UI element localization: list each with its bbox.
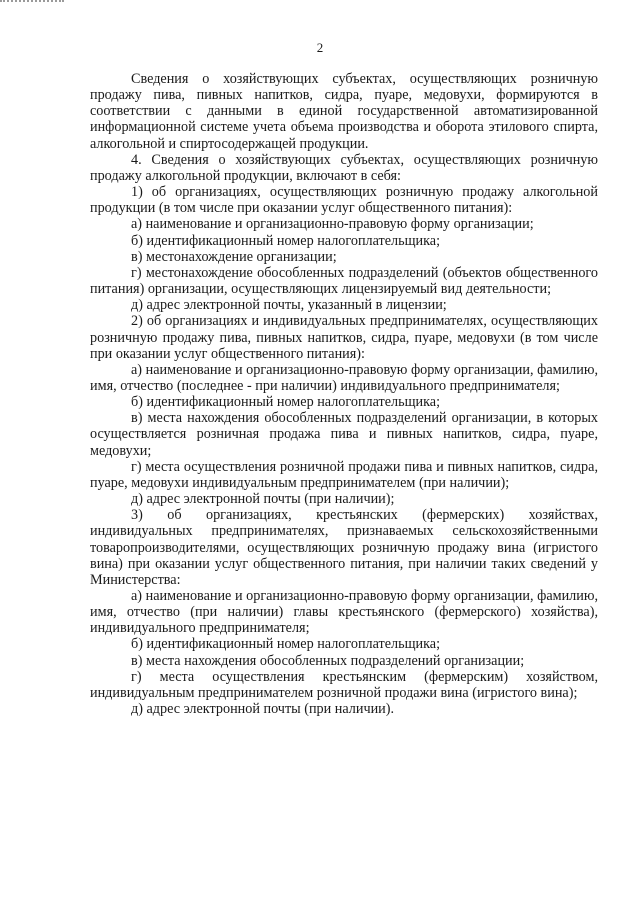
item-1v: в) местонахождение организации; [131, 248, 337, 265]
item-1b: б) идентификационный номер налогоплательщика; [131, 232, 441, 249]
item-3a: а) наименование и организационно-правовую форму организации, фамилию, имя, отчество (при наличии) главы крестьянского (фермерского) хозяйства), индивидуального предпринимателя; [90, 588, 598, 637]
item-3b: б) идентификационный номер налогоплательщика; [131, 636, 441, 653]
item-1d: д) адрес электронной почты, указанный в лицензии; [131, 297, 447, 314]
item-2v: в) места нахождения обособленных подразделений организации, в которых осуществляется розничная продажа пива и пивных напитков, сидра, пуаре, медовухи; [90, 410, 598, 459]
item-1a: а) наименование и организационно-правовую форму организации; [131, 216, 534, 233]
item-3g: г) места осуществления крестьянским (фермерским) хозяйством, индивидуальным предпринимателем розничной продажи вина (игристого вина); [90, 668, 598, 701]
item-2d: д) адрес электронной почты (при наличии); [131, 491, 395, 508]
document-body [90, 71, 598, 717]
paragraph-intro: Сведения о хозяйствующих субъектах, осуществляющих розничную продажу пива, пивных напитков, сидра, пуаре, медовухи, формируются в соответствии с данными в единой государственной автоматизированной информационной системе учета объема производства и оборота этилового спирта, алкогольной и спиртосодержащей продукции. [90, 71, 598, 152]
item-2g: г) места осуществления розничной продажи пива и пивных напитков, сидра, пуаре, медовухи индивидуальным предпринимателем (при наличии); [90, 458, 598, 491]
item-2b: б) идентификационный номер налогоплательщика; [131, 394, 441, 411]
item-1g: г) местонахождение обособленных подразделений (объектов общественного питания) организации, осуществляющих лицензируемый вид деятельности; [90, 264, 598, 298]
item-3d: д) адрес электронной почты (при наличии). [131, 701, 395, 718]
item-2: 2) об организациях и индивидуальных предпринимателях, осуществляющих розничную продажу пива, пивных напитков, сидра, пуаре, медовухи (в том числе при оказании услуг общественного питания): [90, 313, 598, 362]
item-1: 1) об организациях, осуществляющих розничную продажу алкогольной продукции (в том числе при оказании услуг общественного питания): [90, 184, 598, 217]
page-number: 2 [316, 40, 324, 55]
paragraph-section-4: 4. Сведения о хозяйствующих субъектах, осуществляющих розничную продажу алкогольной продукции, включают в себя: [90, 151, 598, 184]
item-2a: а) наименование и организационно-правовую форму организации, фамилию, имя, отчество (последнее - при наличии) индивидуального предпринимателя; [90, 361, 598, 394]
item-3: 3) об организациях, крестьянских (фермерских) хозяйствах, индивидуальных предпринимателях, признаваемых сельскохозяйственными товаропроизводителями, осуществляющих розничную продажу вина (игристого вина) при оказании услуг общественного питания, при наличии таких сведений у Министерства: [90, 507, 598, 588]
item-3v: в) места нахождения обособленных подразделений организации; [131, 652, 525, 669]
scan-corner-mark [0, 0, 64, 8]
